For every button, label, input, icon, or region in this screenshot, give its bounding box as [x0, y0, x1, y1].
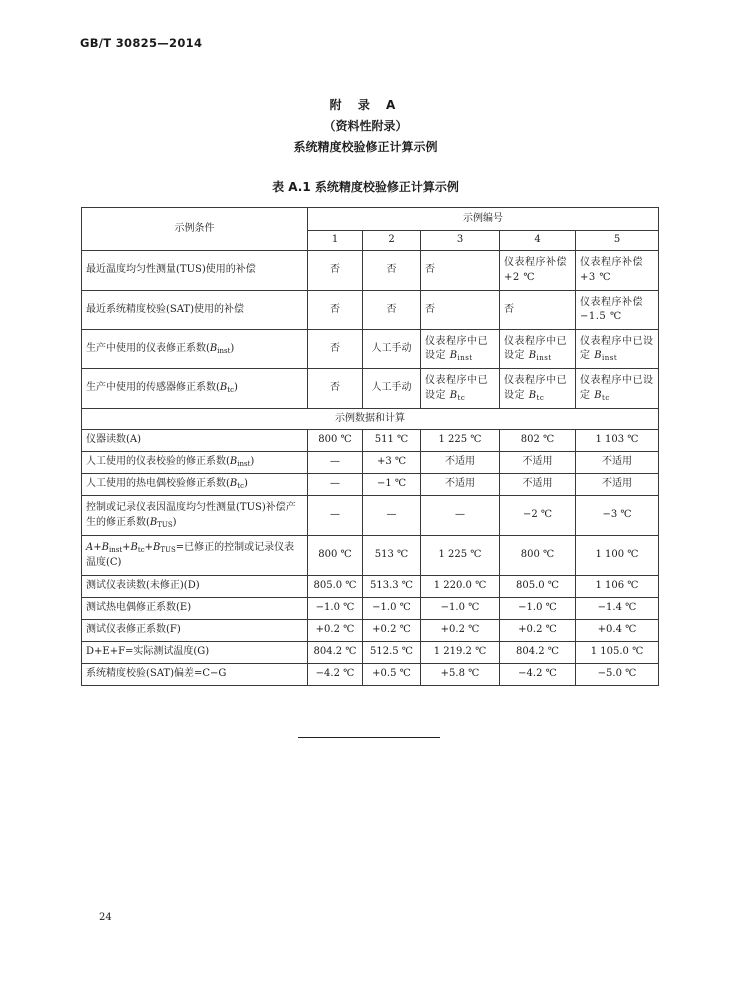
data-label: 控制或记录仪表因温度均匀性测量(TUS)补偿产生的修正系数$(B_{TUS})$	[82, 496, 308, 536]
appendix-name: 系统精度校验修正计算示例	[293, 140, 438, 154]
data-cell: −4.2 ℃	[308, 664, 363, 686]
condition-cell: 仪表程序中已设定 $B_{inst}$	[500, 330, 576, 369]
data-cell: 1 103 ℃	[576, 430, 659, 452]
data-cell: 800 ℃	[308, 430, 363, 452]
condition-cell: 人工手动	[363, 330, 421, 369]
data-row	[82, 576, 659, 598]
condition-row	[82, 369, 659, 409]
data-cell: 1 225 ℃	[421, 536, 500, 576]
condition-cell: 否	[308, 369, 363, 409]
data-cell: 1 106 ℃	[576, 576, 659, 598]
data-cell: +0.2 ℃	[308, 620, 363, 642]
appendix-title: 附 录 A	[329, 98, 402, 112]
section-title: 示例数据和计算	[82, 409, 659, 430]
data-cell: +0.2 ℃	[500, 620, 576, 642]
data-cell: 805.0 ℃	[500, 576, 576, 598]
data-cell: −1.0 ℃	[500, 598, 576, 620]
appendix-subtitle: （资料性附录）	[323, 119, 408, 133]
condition-cell: 否	[421, 251, 500, 291]
condition-label: 生产中使用的传感器修正系数$(B_{tc})$	[82, 369, 308, 409]
data-cell: −1 ℃	[363, 474, 421, 496]
data-cell: 1 219.2 ℃	[421, 642, 500, 664]
calculation-table	[81, 207, 659, 686]
condition-cell: 仪表程序中已设定 $B_{tc}$	[576, 369, 659, 409]
standard-code: GB/T 30825—2014	[80, 36, 203, 50]
section-row	[82, 409, 659, 430]
data-cell: 513 ℃	[363, 536, 421, 576]
data-cell: +0.5 ℃	[363, 664, 421, 686]
data-cell: 1 225 ℃	[421, 430, 500, 452]
data-cell: −4.2 ℃	[500, 664, 576, 686]
data-row	[82, 620, 659, 642]
data-cell: 不适用	[421, 452, 500, 474]
end-rule	[298, 737, 440, 738]
condition-cell: 仪表程序中已设定 $B_{inst}$	[576, 330, 659, 369]
condition-cell: 仪表程序补偿+2 ℃	[500, 251, 576, 291]
condition-row	[82, 251, 659, 291]
data-cell: −2 ℃	[500, 496, 576, 536]
data-cell: +0.4 ℃	[576, 620, 659, 642]
page-number: 24	[99, 912, 112, 923]
data-cell: —	[308, 474, 363, 496]
data-cell: 804.2 ℃	[500, 642, 576, 664]
data-cell: 512.5 ℃	[363, 642, 421, 664]
data-cell: 802 ℃	[500, 430, 576, 452]
data-label: 系统精度校验(SAT)偏差=C−G	[82, 664, 308, 686]
data-cell: −3 ℃	[576, 496, 659, 536]
data-label: 测试热电偶修正系数(E)	[82, 598, 308, 620]
head-number: 示例编号	[308, 208, 659, 231]
data-cell: +3 ℃	[363, 452, 421, 474]
col-number: 1	[308, 231, 363, 251]
data-row	[82, 598, 659, 620]
data-cell: 805.0 ℃	[308, 576, 363, 598]
condition-row	[82, 291, 659, 330]
data-row	[82, 536, 659, 576]
condition-cell: 仪表程序补偿+3 ℃	[576, 251, 659, 291]
col-number: 5	[576, 231, 659, 251]
table-caption: 表 A.1 系统精度校验修正计算示例	[272, 180, 459, 194]
condition-cell: 仪表程序补偿−1.5 ℃	[576, 291, 659, 330]
data-label: 测试仪表读数(未修正)(D)	[82, 576, 308, 598]
data-cell: 不适用	[500, 474, 576, 496]
col-number: 2	[363, 231, 421, 251]
col-number: 3	[421, 231, 500, 251]
data-cell: —	[308, 496, 363, 536]
data-cell: +5.8 ℃	[421, 664, 500, 686]
condition-label: 生产中使用的仪表修正系数$(B_{inst})$	[82, 330, 308, 369]
data-cell: —	[421, 496, 500, 536]
data-label: 人工使用的仪表校验的修正系数$(B_{inst})$	[82, 452, 308, 474]
condition-cell: 否	[363, 251, 421, 291]
data-row	[82, 452, 659, 474]
condition-cell: 否	[421, 291, 500, 330]
data-row	[82, 474, 659, 496]
data-cell: −5.0 ℃	[576, 664, 659, 686]
data-label: 人工使用的热电偶校验修正系数$(B_{tc})$	[82, 474, 308, 496]
condition-cell: 否	[500, 291, 576, 330]
condition-label: 最近温度均匀性测量(TUS)使用的补偿	[82, 251, 308, 291]
data-cell: 不适用	[576, 452, 659, 474]
data-cell: −1.0 ℃	[308, 598, 363, 620]
condition-cell: 仪表程序中已设定 $B_{inst}$	[421, 330, 500, 369]
data-cell: 不适用	[500, 452, 576, 474]
data-cell: 1 220.0 ℃	[421, 576, 500, 598]
data-label: $A+B_{inst}+B_{tc}+B_{TUS}=$已修正的控制或记录仪表温度(C)	[82, 536, 308, 576]
condition-cell: 人工手动	[363, 369, 421, 409]
data-cell: 1 100 ℃	[576, 536, 659, 576]
data-cell: 1 105.0 ℃	[576, 642, 659, 664]
data-cell: −1.0 ℃	[421, 598, 500, 620]
header-row	[82, 208, 659, 231]
data-cell: 804.2 ℃	[308, 642, 363, 664]
data-cell: +0.2 ℃	[421, 620, 500, 642]
data-row	[82, 496, 659, 536]
condition-label: 最近系统精度校验(SAT)使用的补偿	[82, 291, 308, 330]
data-cell: 不适用	[421, 474, 500, 496]
data-row	[82, 664, 659, 686]
data-cell: −1.0 ℃	[363, 598, 421, 620]
data-cell: 511 ℃	[363, 430, 421, 452]
condition-cell: 仪表程序中已设定 $B_{tc}$	[421, 369, 500, 409]
data-cell: 800 ℃	[500, 536, 576, 576]
data-cell: −1.4 ℃	[576, 598, 659, 620]
condition-cell: 否	[308, 251, 363, 291]
condition-cell: 否	[308, 330, 363, 369]
data-label: D+E+F=实际测试温度(G)	[82, 642, 308, 664]
data-cell: +0.2 ℃	[363, 620, 421, 642]
condition-row	[82, 330, 659, 369]
condition-cell: 仪表程序中已设定 $B_{tc}$	[500, 369, 576, 409]
data-cell: 不适用	[576, 474, 659, 496]
data-cell: 800 ℃	[308, 536, 363, 576]
data-cell: —	[363, 496, 421, 536]
condition-cell: 否	[363, 291, 421, 330]
col-number: 4	[500, 231, 576, 251]
data-cell: —	[308, 452, 363, 474]
data-label: 仪器读数(A)	[82, 430, 308, 452]
data-cell: 513.3 ℃	[363, 576, 421, 598]
data-row	[82, 430, 659, 452]
data-label: 测试仪表修正系数(F)	[82, 620, 308, 642]
condition-cell: 否	[308, 291, 363, 330]
data-row	[82, 642, 659, 664]
head-condition: 示例条件	[82, 208, 308, 251]
